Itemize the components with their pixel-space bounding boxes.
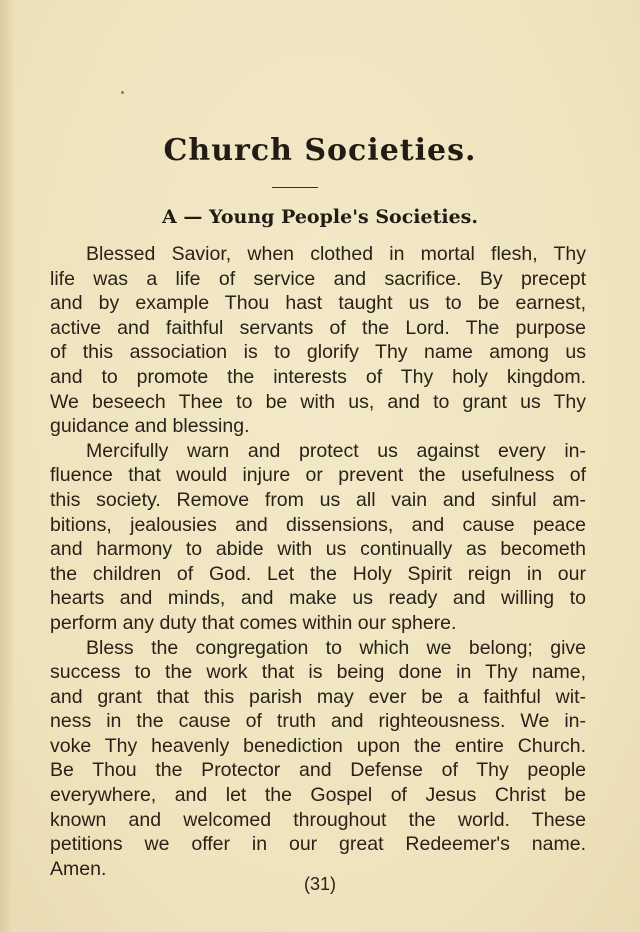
text-line: Blessed Savior, when clothed in mortal flesh, Thy [86,243,586,265]
text-line: and grant that this parish may ever be a faithful wit- [50,685,586,708]
paragraph-1 [50,242,586,439]
text-line: life was a life of service and sacrifice. By precept [50,267,586,290]
text-line: voke Thy heavenly benediction upon the entire Church. [50,734,586,757]
text-line: ness in the cause of truth and righteousness. We in- [50,710,586,733]
text-line: and harmony to abide with us continually as becometh [50,538,586,561]
text-line: active and faithful servants of the Lord. The purpose [50,316,586,339]
text-line: hearts and minds, and make us ready and willing to [50,587,586,610]
text-line: and to promote the interests of Thy holy kingdom. [50,365,586,388]
text-line: the children of God. Let the Holy Spirit reign in our [50,562,586,585]
title-divider [272,187,318,188]
text-line: and by example Thou hast taught us to be earnest, [50,292,586,315]
paper-speck [121,91,124,94]
text-line: Be Thou the Protector and Defense of Thy people [50,759,586,782]
text-line: We beseech Thee to be with us, and to grant us Thy [50,390,586,413]
page-title: Church Societies. [163,133,477,168]
text-line: bitions, jealousies and dissensions, and cause peace [50,513,586,536]
text-line: guidance and blessing. [50,415,250,438]
text-line: success to the work that is being done in Thy name, [50,661,586,684]
text-line: everywhere, and let the Gospel of Jesus Christ be [50,784,586,807]
text-line: this society. Remove from us all vain and sinful am- [50,488,586,511]
text-line: Mercifully warn and protect us against every in- [86,439,586,462]
page-number: (31) [303,874,336,894]
paragraph-2 [50,439,586,636]
text-line: known and welcomed throughout the world. These [50,808,586,831]
section-heading: A — Young People's Societies. [161,206,478,228]
text-line: petitions we offer in our great Redeemer's name. [50,833,586,856]
prayer-text [50,242,586,881]
text-line: fluence that would injure or prevent the usefulness of [50,464,586,487]
paragraph-3 [50,636,586,882]
text-line: perform any duty that comes within our sphere. [50,611,457,634]
text-line: Amen. [50,857,107,880]
text-line: of this association is to glorify Thy name among us [50,341,586,364]
text-line: Bless the congregation to which we belong; give [86,636,586,659]
